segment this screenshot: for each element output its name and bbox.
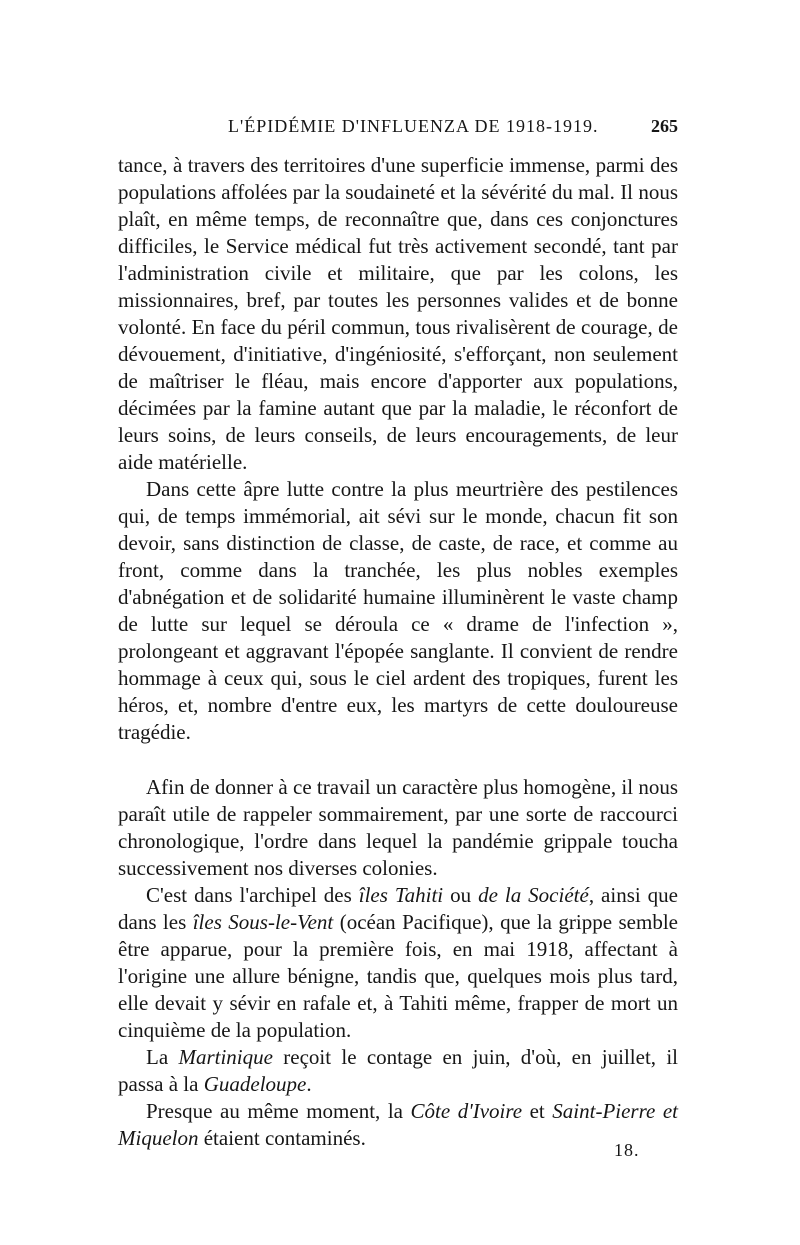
page-number: 265 xyxy=(651,116,678,136)
text-run: ou xyxy=(443,883,479,907)
place-name: de la Société xyxy=(478,883,589,907)
text-run: . xyxy=(306,1072,312,1096)
body-text xyxy=(118,152,678,1152)
place-name: Martinique xyxy=(178,1045,273,1069)
text-run: et xyxy=(522,1099,553,1123)
text-run: La xyxy=(146,1045,179,1069)
paragraph: Afin de donner à ce travail un caractère plus homogène, il nous paraît utile de rappeler sommairement, par une sorte de raccourci chronologique, l'ordre dans lequel la pandémie grippale toucha successivement nos diverses colonies. xyxy=(118,775,678,880)
place-name: îles Sous-le-Vent xyxy=(192,910,334,934)
place-name: Saint-Pierre et Miquelon xyxy=(118,1099,678,1150)
text-run: reçoit le contage en juin, d'où, en juillet, il passa à la xyxy=(118,1045,679,1096)
paragraph: tance, à travers des territoires d'une superficie immense, parmi des populations affolées par la soudaineté et la sévérité du mal. Il nous plaît, en même temps, de reconnaître que, dans ces conjonctures difficiles, le Service médical fut très activement secondé, tant par l'administration civile et militaire, que par les colons, les missionnaires, bref, par toutes les personnes valides et de bonne volonté. En face du péril commun, tous rivalisèrent de courage, de dévouement, d'initiative, d'ingéniosité, s'efforçant, non seulement de maîtriser le fléau, mais encore d'apporter aux populations, décimées par la famine autant que par la maladie, le réconfort de leurs soins, de leurs conseils, de leurs encouragements, de leur aide matérielle. xyxy=(118,153,678,474)
text-run: étaient contaminés. xyxy=(198,1126,366,1150)
place-name: Guadeloupe xyxy=(203,1072,307,1096)
text-run: , ainsi que dans les xyxy=(118,883,678,934)
paragraph xyxy=(118,1098,678,1152)
paragraph xyxy=(118,882,678,1044)
signature-mark: 18. xyxy=(614,1140,640,1160)
text-run: (océan Pacifique), que la grippe semble être apparue, pour la première fois, en mai 1918, affectant à l'origine une allure bénigne, tandis que, quelques mois plus tard, elle devait y sévir en rafale et, à Tahiti même, frapper de mort un cinquième de la population. xyxy=(118,910,678,1042)
place-name: îles Tahiti xyxy=(358,883,444,907)
paragraph: Dans cette âpre lutte contre la plus meurtrière des pestilences qui, de temps immémorial, ait sévi sur le monde, chacun fit son devoir, sans distinction de classe, de caste, de race, et comme au front, comme dans la tranchée, les plus nobles exemples d'abnégation et de solidarité humaine illuminèrent le vaste champ de lutte sur lequel se déroula ce « drame de l'infection », prolongeant et aggravant l'épopée sanglante. Il convient de rendre hommage à ceux qui, sous le ciel ardent des tropiques, furent les héros, et, nombre d'entre eux, les martyrs de cette douloureuse tragédie. xyxy=(118,477,678,744)
running-title: L'ÉPIDÉMIE D'INFLUENZA DE 1918-1919. xyxy=(228,116,599,136)
text-run: Presque au même moment, la xyxy=(146,1099,411,1123)
running-header xyxy=(118,116,678,144)
text-run: C'est dans l'archipel des xyxy=(146,883,359,907)
place-name: Côte d'Ivoire xyxy=(410,1099,523,1123)
paragraph xyxy=(118,1044,678,1098)
